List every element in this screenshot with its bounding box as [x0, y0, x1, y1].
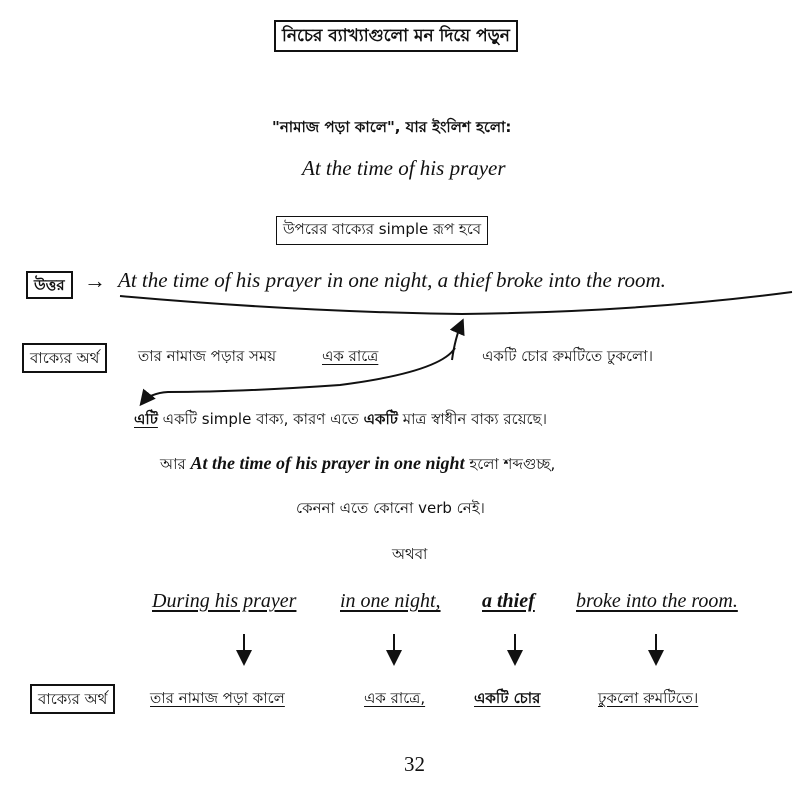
- curve-down-arrow: [142, 348, 455, 403]
- explanation-text-1: একটি simple বাক্য, কারণ এতে: [162, 410, 359, 428]
- answer-arrow: →: [84, 268, 106, 293]
- explanation-word-eti: এটি: [134, 410, 158, 428]
- explanation-word-ekti: একটি: [363, 410, 398, 428]
- answer-sentence: At the time of his prayer in one night, a thief broke into the room.: [118, 268, 666, 292]
- intro-english: At the time of his prayer: [302, 156, 506, 180]
- alt-part-2: in one night,: [340, 590, 441, 612]
- meaning1-part2: এক রাত্রে: [322, 347, 379, 365]
- bracket-up-arrow: [452, 322, 462, 360]
- simple-form-label: উপরের বাক্যের simple রূপ হবে: [276, 216, 488, 245]
- answer-bracket-curve: [120, 292, 792, 314]
- or-text: অথবা: [392, 545, 428, 563]
- meaning1-label: বাক্যের অর্থ: [22, 343, 107, 373]
- explanation-phrase: At the time of his prayer in one night: [190, 453, 465, 473]
- meaning1-part1: তার নামাজ পড়ার সময়: [138, 347, 277, 365]
- explanation-word-ar: আর: [160, 455, 186, 473]
- meaning2-part-1: তার নামাজ পড়া কালে: [150, 689, 285, 707]
- page-number: 32: [404, 752, 425, 776]
- meaning2-part-2: এক রাত্রে,: [364, 689, 426, 707]
- meaning2-label: বাক্যের অর্থ: [30, 684, 115, 714]
- meaning2-part-3: একটি চোর: [474, 689, 541, 707]
- intro-quote-line: "নামাজ পড়া কালে", যার ইংলিশ হলো:: [272, 118, 512, 136]
- alt-part-3: a thief: [482, 590, 535, 612]
- answer-label: উত্তর: [26, 271, 73, 299]
- explanation-text-2: মাত্র স্বাধীন বাক্য রয়েছে।: [402, 410, 548, 428]
- page-heading: নিচের ব্যাখ্যাগুলো মন দিয়ে পড়ুন: [274, 20, 518, 52]
- alt-part-4: broke into the room.: [576, 590, 738, 612]
- meaning1-part3: একটি চোর রুমটিতে ঢুকলো।: [482, 347, 653, 365]
- explanation-text-3: হলো শব্দগুচ্ছ,: [469, 455, 556, 473]
- explanation-line3: কেননা এতে কোনো verb নেই।: [296, 499, 485, 517]
- alt-part-1: During his prayer: [152, 590, 297, 612]
- meaning2-part-4: ঢুকলো রুমটিতে।: [598, 689, 699, 707]
